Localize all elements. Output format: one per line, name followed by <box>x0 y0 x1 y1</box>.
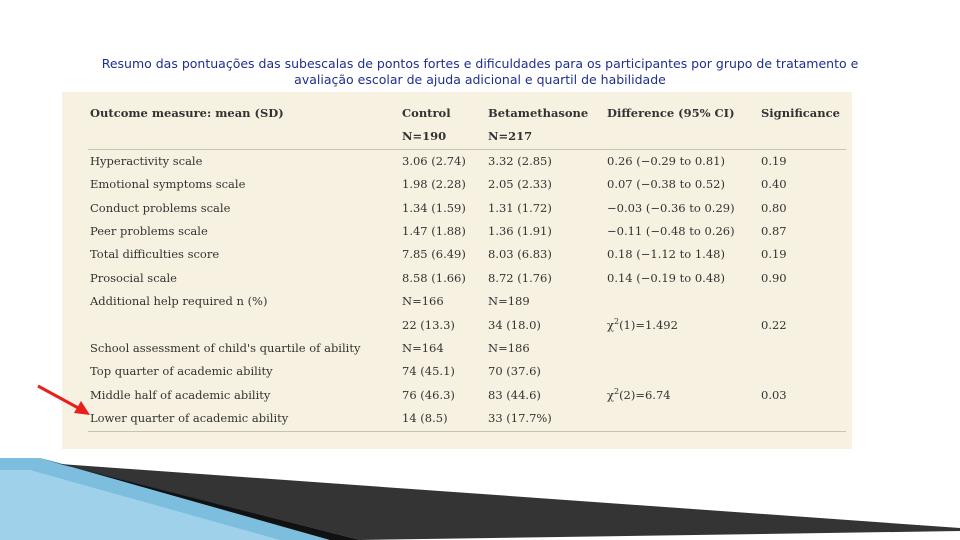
table-cell: 0.40 <box>761 177 787 192</box>
table-cell: School assessment of child's quartile of ability <box>90 341 361 356</box>
table-cell: 0.19 <box>761 247 787 262</box>
table-cell: Prosocial scale <box>90 270 177 285</box>
table-cell: Difference (95% CI) <box>607 106 735 120</box>
table-cell: N=186 <box>488 341 530 356</box>
table-cell: 70 (37.6) <box>488 364 541 379</box>
table-cell: 8.03 (6.83) <box>488 247 552 262</box>
table-cell: 76 (46.3) <box>402 387 455 402</box>
table-cell: Total difficulties score <box>90 247 220 262</box>
table-cell: 0.03 <box>761 387 787 402</box>
table-cell: 0.90 <box>761 270 787 285</box>
table-cell: 1.98 (2.28) <box>402 177 466 192</box>
table-cell: Lower quarter of academic ability <box>88 407 400 431</box>
table-cell: 0.26 (−0.29 to 0.81) <box>607 153 725 168</box>
table-cell: 0.22 <box>761 317 787 332</box>
table-cell: 8.72 (1.76) <box>488 270 552 285</box>
table-cell: Hyperactivity scale <box>90 153 203 168</box>
table-cell: 1.36 (1.91) <box>488 224 552 239</box>
table-cell: N=190 <box>400 125 486 149</box>
table-cell: 1.31 (1.72) <box>488 200 552 215</box>
table-cell: 0.18 (−1.12 to 1.48) <box>607 247 725 262</box>
table-cell: 0.80 <box>761 200 787 215</box>
table-cell: 83 (44.6) <box>488 387 541 402</box>
table-cell: 33 (17.7%) <box>486 407 605 431</box>
table-cell: Middle half of academic ability <box>90 387 271 402</box>
table-cell: Additional help required n (%) <box>90 294 268 309</box>
table-cell: Control <box>402 106 451 120</box>
table-cell: 1.47 (1.88) <box>402 224 466 239</box>
table-cell: Conduct problems scale <box>90 200 231 215</box>
table-cell: −0.11 (−0.48 to 0.26) <box>607 224 735 239</box>
table-cell: N=166 <box>402 294 444 309</box>
slide-title-line2: avaliação escolar de ajuda adicional e quartil de habilidade <box>294 72 666 87</box>
slide-title-line1: Resumo das pontuações das subescalas de pontos fortes e dificuldades para os participantes por grupo de tratamento e <box>101 56 859 71</box>
table-cell: 14 (8.5) <box>400 407 486 431</box>
table-cell: Peer problems scale <box>90 224 208 239</box>
table-cell: Betamethasone <box>488 106 589 120</box>
table-cell: 0.19 <box>761 153 787 168</box>
table-cell: 34 (18.0) <box>488 317 541 332</box>
table-cell: 0.87 <box>761 224 787 239</box>
table-cell: 22 (13.3) <box>402 317 455 332</box>
table-cell: N=217 <box>486 125 605 149</box>
table-cell: N=189 <box>488 294 530 309</box>
table-cell: 0.07 (−0.38 to 0.52) <box>607 177 725 192</box>
table-cell: −0.03 (−0.36 to 0.29) <box>607 200 735 215</box>
table-cell: 2.05 (2.33) <box>488 177 552 192</box>
table-cell: 74 (45.1) <box>402 364 455 379</box>
table-cell: $\chi^2(1)=1.492$ <box>607 316 678 332</box>
table-cell: 3.32 (2.85) <box>488 153 552 168</box>
table-cell: Outcome measure: mean (SD) <box>90 106 284 120</box>
table-cell: 7.85 (6.49) <box>402 247 466 262</box>
table-cell: Significance <box>761 106 840 120</box>
table-cell: N=164 <box>402 341 444 356</box>
table-cell: 1.34 (1.59) <box>402 200 466 215</box>
table-cell: $\chi^2(2)=6.74$ <box>607 387 671 402</box>
table-cell: 8.58 (1.66) <box>402 270 466 285</box>
table-cell: Emotional symptoms scale <box>90 177 246 192</box>
table-cell: Top quarter of academic ability <box>90 364 273 379</box>
table-cell: 0.14 (−0.19 to 0.48) <box>607 270 725 285</box>
table-cell: 3.06 (2.74) <box>402 153 466 168</box>
